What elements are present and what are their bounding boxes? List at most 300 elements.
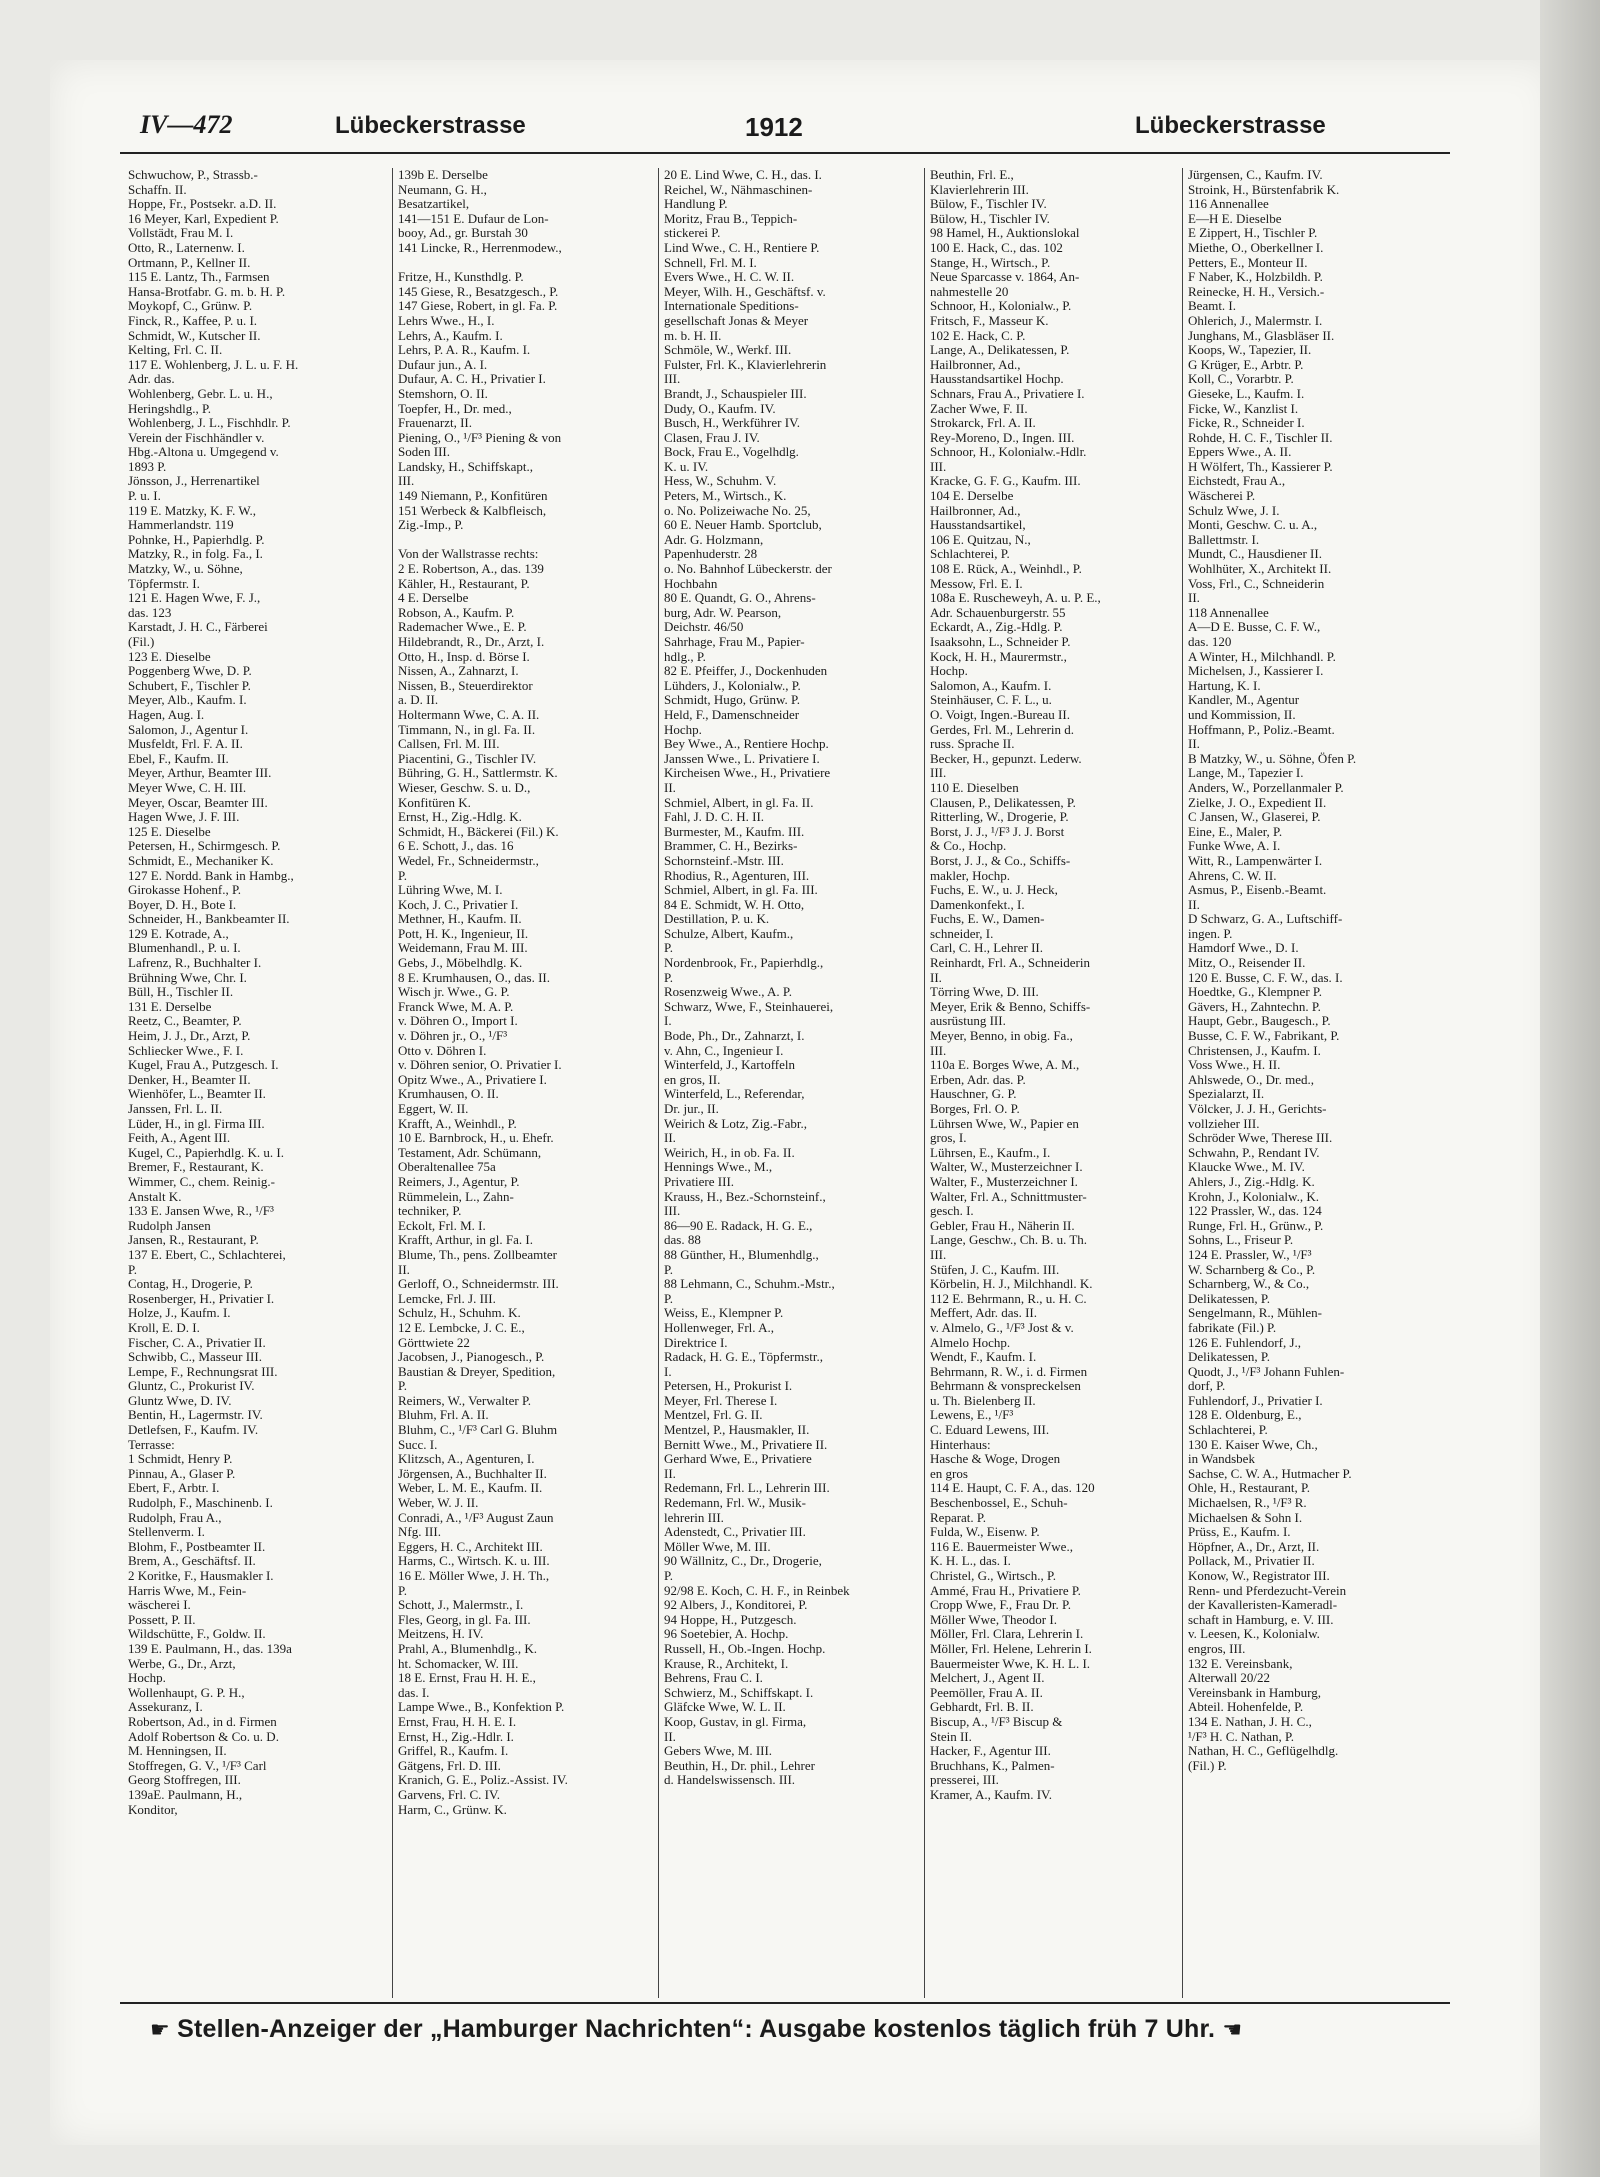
- directory-entry: Gieseke, L., Kaufm. I.: [1188, 386, 1305, 401]
- directory-entry: Lührsen, E., Kaufm., I.: [930, 1145, 1051, 1160]
- directory-entry: Fritze, H., Kunsthdlg. P.: [398, 270, 524, 285]
- directory-entry: Krafft, A., Weinhdl., P.: [398, 1116, 517, 1131]
- directory-entry: Jörgensen, A., Buchhalter II.: [398, 1466, 547, 1481]
- directory-entry: m. b. H. II.: [664, 328, 722, 343]
- directory-entry: Mentzel, P., Hausmakler, II.: [664, 1423, 810, 1438]
- directory-entry: Voss, Frl., C., Schneiderin: [1188, 576, 1325, 591]
- directory-entry: Fuchs, E. W., Damen-: [930, 912, 1045, 927]
- directory-entry: Schmidt, Hugo, Grünw. P.: [664, 693, 801, 708]
- directory-entry: v. Döhren jr., O., ¹/F³: [398, 1029, 508, 1044]
- directory-entry: Evers Wwe., H. C. W. II.: [664, 270, 795, 285]
- directory-entry: Brammer, C. H., Bezirks-: [664, 839, 798, 854]
- directory-entry: Verein der Fischhändler v.: [128, 430, 265, 445]
- directory-entry: A—D E. Busse, C. F. W.,: [1188, 620, 1321, 635]
- directory-entry: Harris Wwe, M., Fein-: [128, 1583, 247, 1598]
- directory-entry: Schwierz, M., Schiffskapt. I.: [664, 1685, 814, 1700]
- directory-entry: Rudolph Jansen: [128, 1218, 211, 1233]
- directory-entry: Delikatessen, P.: [1188, 1350, 1270, 1365]
- directory-entry: Busch, H., Werkführer IV.: [664, 416, 801, 431]
- directory-column-2: [398, 168, 650, 1988]
- directory-entry: Scharnberg, W., & Co.,: [1188, 1277, 1310, 1292]
- directory-entry: Krafft, Arthur, in gl. Fa. I.: [398, 1233, 533, 1248]
- directory-entry: 88 Günther, H., Blumenhdlg.,: [664, 1247, 819, 1262]
- directory-entry: Petersen, H., Prokurist I.: [664, 1379, 793, 1394]
- directory-entry: Dudy, O., Kaufm. IV.: [664, 401, 776, 416]
- directory-entry: II.: [664, 1729, 676, 1744]
- footer-advertisement: [150, 2015, 1450, 2049]
- directory-entry: Lehrs Wwe., H., I.: [398, 313, 495, 328]
- directory-entry: 141 Lincke, R., Herrenmodew.,: [398, 240, 562, 255]
- directory-entry: Zielke, J. O., Expedient II.: [1188, 795, 1327, 810]
- directory-entry: Hbg.-Altona u. Umgegend v.: [128, 445, 279, 460]
- directory-entry: Ballettmstr. I.: [1188, 532, 1260, 547]
- directory-entry: Hailbronner, Ad.,: [930, 357, 1021, 372]
- directory-entry: Hochbahn: [664, 576, 718, 591]
- directory-entry: K. H. L., das. I.: [930, 1554, 1011, 1569]
- directory-entry: Destillation, P. u. K.: [664, 912, 770, 927]
- directory-entry: Wienhöfer, L., Beamter II.: [128, 1087, 266, 1102]
- directory-entry: Rey-Moreno, D., Ingen. III.: [930, 430, 1075, 445]
- directory-entry: Schwuchow, P., Strassb.-: [128, 168, 258, 182]
- directory-entry: 120 E. Busse, C. F. W., das. I.: [1188, 970, 1343, 985]
- directory-entry: 16 Meyer, Karl, Expedient P.: [128, 211, 279, 226]
- directory-entry: Cropp Wwe, F., Frau Dr. P.: [930, 1598, 1072, 1613]
- directory-entry: gesch. I.: [930, 1204, 974, 1219]
- directory-entry: II.: [664, 1466, 676, 1481]
- directory-entry: d. Handelswissensch. III.: [664, 1773, 796, 1788]
- directory-entry: Adenstedt, C., Privatier III.: [664, 1525, 806, 1540]
- directory-entry: das. I.: [398, 1685, 430, 1700]
- directory-entry: Meyer, Benno, in obig. Fa.,: [930, 1029, 1073, 1044]
- directory-entry: Poggenberg Wwe, D. P.: [128, 664, 252, 679]
- directory-entry: Büll, H., Tischler II.: [128, 985, 234, 1000]
- directory-entry: Töpfermstr. I.: [128, 576, 200, 591]
- directory-entry: 139aE. Paulmann, H.,: [128, 1787, 243, 1802]
- directory-entry: Timmann, N., in gl. Fa. II.: [398, 722, 536, 737]
- directory-entry: Stoffregen, G. V., ¹/F³ Carl: [128, 1758, 267, 1773]
- directory-entry: 118 Annenallee: [1188, 605, 1269, 620]
- directory-entry: Schornsteinf.-Mstr. III.: [664, 853, 784, 868]
- directory-entry: Stellenverm. I.: [128, 1525, 205, 1540]
- directory-entry: II.: [1188, 897, 1200, 912]
- directory-entry: 110a E. Borges Wwe, A. M.,: [930, 1058, 1080, 1073]
- directory-entry: III.: [930, 766, 947, 781]
- directory-entry: Hinterhaus:: [930, 1437, 991, 1452]
- directory-entry: G Krüger, E., Arbtr. P.: [1188, 357, 1304, 372]
- directory-entry: Otto, R., Laternenw. I.: [128, 240, 245, 255]
- directory-entry: Garvens, Frl. C. IV.: [398, 1787, 500, 1802]
- directory-entry: Griffel, R., Kaufm. I.: [398, 1744, 509, 1759]
- directory-entry: Krauss, H., Bez.-Schornsteinf.,: [664, 1189, 826, 1204]
- directory-entry: A Winter, H., Milchhandl. P.: [1188, 649, 1336, 664]
- directory-entry: 82 E. Pfeiffer, J., Dockenhuden: [664, 664, 828, 679]
- directory-entry: Meyer Wwe, C. H. III.: [128, 780, 247, 795]
- directory-entry: 130 E. Kaiser Wwe, Ch.,: [1188, 1437, 1318, 1452]
- directory-entry: Koop, Gustav, in gl. Firma,: [664, 1714, 807, 1729]
- directory-entry: Privatiere III.: [664, 1174, 735, 1189]
- directory-entry: Radack, H. G. E., Töpfermstr.,: [664, 1350, 823, 1365]
- directory-entry: Borst, J. J., ¹/F³ J. J. Borst: [930, 824, 1065, 839]
- directory-entry: F Naber, K., Holzbildh. P.: [1188, 270, 1323, 285]
- directory-entry: Messow, Frl. E. I.: [930, 576, 1023, 591]
- directory-entry: Eine, E., Maler, P.: [1188, 824, 1283, 839]
- directory-entry: o. No. Bahnhof Lübeckerstr. der: [664, 562, 832, 577]
- directory-entry: Hausstandsartikel Hochp.: [930, 372, 1064, 387]
- directory-entry: Pinnau, A., Glaser P.: [128, 1466, 236, 1481]
- directory-entry: Hollenweger, Frl. A.,: [664, 1320, 774, 1335]
- directory-entry: Eckolt, Frl. M. I.: [398, 1218, 486, 1233]
- directory-entry: Harms, C., Wirtsch. K. u. III.: [398, 1554, 550, 1569]
- directory-entry: 6 E. Schott, J., das. 16: [398, 839, 514, 854]
- directory-entry: Bruchhans, K., Palmen-: [930, 1758, 1055, 1773]
- directory-entry: v. Döhren senior, O. Privatier I.: [398, 1058, 562, 1073]
- directory-entry: 133 E. Jansen Wwe, R., ¹/F³: [128, 1204, 274, 1219]
- directory-entry: Reparat. P.: [930, 1510, 986, 1525]
- directory-column-1: [128, 168, 380, 1988]
- directory-entry: Höpfner, A., Dr., Arzt, II.: [1188, 1539, 1320, 1554]
- directory-entry: Piacentini, G., Tischler IV.: [398, 751, 537, 766]
- directory-entry: Bühring, G. H., Sattlermstr. K.: [398, 766, 558, 781]
- directory-entry: Voss Wwe., H. II.: [1188, 1058, 1281, 1073]
- directory-entry: Biscup, A., ¹/F³ Biscup &: [930, 1714, 1063, 1729]
- directory-entry: Ficke, W., Kanzlist I.: [1188, 401, 1299, 416]
- directory-entry: 132 E. Vereinsbank,: [1188, 1656, 1293, 1671]
- pointing-hand-right-icon: ☛: [150, 2017, 170, 2042]
- directory-entry: Gluntz, C., Prokurist IV.: [128, 1379, 255, 1394]
- directory-entry: 2 E. Robertson, A., das. 139: [398, 562, 544, 577]
- directory-entry: W. Scharnberg & Co., P.: [1188, 1262, 1316, 1277]
- directory-entry: 88 Lehmann, C., Schuhm.-Mstr.,: [664, 1277, 835, 1292]
- directory-entry: Franck Wwe, M. A. P.: [398, 999, 514, 1014]
- directory-entry: II.: [1188, 737, 1200, 752]
- directory-entry: P.: [398, 868, 408, 883]
- directory-entry: in Wandsbek: [1188, 1452, 1255, 1467]
- directory-entry: 124 E. Prassler, W., ¹/F³: [1188, 1247, 1312, 1262]
- directory-entry: 127 E. Nordd. Bank in Hambg.,: [128, 868, 294, 883]
- directory-entry: Rademacher Wwe., E. P.: [398, 620, 527, 635]
- directory-entry: Janssen, Frl. L. II.: [128, 1102, 223, 1116]
- directory-entry: Damenkonfekt., I.: [930, 897, 1025, 912]
- directory-entry: Schott, J., Malermstr., I.: [398, 1598, 524, 1613]
- directory-entry: P.: [664, 941, 674, 956]
- directory-entry: Ernst, H., Zig.-Hdlr. I.: [398, 1729, 514, 1744]
- directory-entry: Delikatessen, P.: [1188, 1291, 1270, 1306]
- directory-entry: Nathan, H. C., Geflügelhdlg.: [1188, 1744, 1339, 1759]
- directory-entry: Kranich, G. E., Poliz.-Assist. IV.: [398, 1773, 568, 1788]
- directory-entry: 80 E. Quandt, G. O., Ahrens-: [664, 591, 816, 606]
- directory-entry: Hoppe, Fr., Postsekr. a.D. II.: [128, 197, 277, 212]
- directory-entry: Wäscherei P.: [1188, 489, 1256, 504]
- directory-entry: Vollstädt, Frau M. I.: [128, 226, 234, 241]
- directory-entry: Konditor,: [128, 1802, 178, 1817]
- directory-entry: Schnoor, H., Kolonialw.-Hdlr.: [930, 445, 1087, 460]
- directory-entry: Otto, H., Insp. d. Börse I.: [398, 649, 530, 664]
- directory-entry: Wollenhaupt, G. P. H.,: [128, 1685, 245, 1700]
- directory-entry: u. Th. Bielenberg II.: [930, 1393, 1036, 1408]
- directory-entry: Mentzel, Frl. G. II.: [664, 1408, 763, 1423]
- directory-entry: 1 Schmidt, Henry P.: [128, 1452, 233, 1467]
- directory-column-4: [930, 168, 1182, 1988]
- directory-entry: Kelting, Frl. C. II.: [128, 343, 223, 358]
- directory-entry: Reetz, C., Beamter, P.: [128, 1014, 242, 1029]
- directory-entry: Held, F., Damenschneider: [664, 707, 800, 722]
- header-rule: [120, 152, 1450, 154]
- pointing-hand-left-icon: ☚: [1222, 2017, 1243, 2042]
- directory-entry: Harm, C., Grünw. K.: [398, 1802, 507, 1817]
- directory-entry: Kroll, E. D. I.: [128, 1320, 200, 1335]
- street-name-right: Lübeckerstrasse: [1135, 112, 1326, 139]
- directory-entry: Mundt, C., Hausdiener II.: [1188, 547, 1322, 562]
- directory-entry: Eichstedt, Frau A.,: [1188, 474, 1286, 489]
- directory-entry: 104 E. Derselbe: [930, 489, 1014, 504]
- directory-entry: en gros: [930, 1466, 968, 1481]
- directory-entry: 116 Annenallee: [1188, 197, 1269, 212]
- directory-entry: III.: [398, 474, 415, 489]
- directory-entry: Beuthin, Frl. E.,: [930, 168, 1014, 182]
- directory-entry: 110 E. Dieselben: [930, 780, 1019, 795]
- directory-entry: Salomon, A., Kaufm. I.: [930, 678, 1052, 693]
- directory-entry: Hildebrandt, R., Dr., Arzt, I.: [398, 635, 545, 649]
- directory-entry: Meitzens, H. IV.: [398, 1627, 484, 1642]
- directory-entry: vollzieher III.: [1188, 1116, 1260, 1131]
- directory-entry: Oberaltenallee 75a: [398, 1160, 496, 1175]
- directory-entry: Matzky, W., u. Söhne,: [128, 562, 243, 577]
- directory-entry: (Fil.) P.: [1188, 1758, 1227, 1773]
- directory-entry: Sahrhage, Frau M., Papier-: [664, 635, 805, 649]
- directory-entry: Gebers Wwe, M. III.: [664, 1744, 773, 1759]
- directory-entry: Neumann, G. H.,: [398, 182, 487, 197]
- directory-entry: der Kavalleristen-Kameradl-: [1188, 1598, 1338, 1613]
- directory-entry: Koch, J. C., Privatier I.: [398, 897, 519, 912]
- directory-entry: Jansen, R., Restaurant, P.: [128, 1233, 259, 1248]
- directory-entry: Witt, R., Lampenwärter I.: [1188, 853, 1323, 868]
- directory-entry: Walter, Frl. A., Schnittmuster-: [930, 1189, 1087, 1204]
- directory-entry: Redemann, Frl. W., Musik-: [664, 1496, 806, 1511]
- directory-entry: Lafrenz, R., Buchhalter I.: [128, 956, 262, 971]
- directory-entry: Meffert, Adr. das. II.: [930, 1306, 1037, 1321]
- directory-entry: Lange, M., Tapezier I.: [1188, 766, 1304, 781]
- directory-entry: Schmidt, W., Kutscher II.: [128, 328, 261, 343]
- directory-entry: Beschenbossel, E., Schuh-: [930, 1496, 1068, 1511]
- directory-entry: Ahrens, C. W. II.: [1188, 868, 1277, 883]
- directory-entry: Weber, L. M. E., Kaufm. II.: [398, 1481, 543, 1496]
- directory-entry: 92/98 E. Koch, C. H. F., in Reinbek: [664, 1583, 850, 1598]
- directory-entry: Blumenhandl., P. u. I.: [128, 941, 241, 956]
- directory-entry: Rudolph, F., Maschinenb. I.: [128, 1496, 273, 1511]
- directory-entry: 137 E. Ebert, C., Schlachterei,: [128, 1247, 286, 1262]
- directory-entry: Klavierlehrerin III.: [930, 182, 1029, 197]
- directory-entry: Gerhard Wwe, E., Privatiere: [664, 1452, 812, 1467]
- directory-entry: III.: [930, 459, 947, 474]
- footer-rule: [120, 2002, 1450, 2004]
- directory-entry: Nfg. III.: [398, 1525, 441, 1540]
- directory-entry: Wohlenberg, J. L., Fischhdlr. P.: [128, 416, 291, 431]
- directory-entry: 149 Niemann, P., Konfitüren: [398, 489, 548, 504]
- directory-entry: Frauenarzt, II.: [398, 416, 472, 431]
- directory-entry: Möller Wwe, M. III.: [664, 1539, 771, 1554]
- directory-entry: Clausen, P., Delikatessen, P.: [930, 795, 1076, 810]
- directory-entry: 129 E. Kotrade, A.,: [128, 926, 229, 941]
- directory-entry: Mitz, O., Reisender II.: [1188, 956, 1306, 971]
- directory-entry: Landsky, H., Schiffskapt.,: [398, 459, 534, 474]
- directory-entry: Wildschütte, F., Goldw. II.: [128, 1627, 266, 1642]
- directory-entry: Ammé, Frau H., Privatiere P.: [930, 1583, 1081, 1598]
- directory-entry: 125 E. Dieselbe: [128, 824, 211, 839]
- directory-entry: Testament, Adr. Schümann,: [398, 1145, 542, 1160]
- directory-entry: Abteil. Hohenfelde, P.: [1188, 1700, 1304, 1715]
- directory-entry: Winterfeld, J., Kartoffeln: [664, 1058, 795, 1073]
- directory-entry: Bauermeister Wwe, K. H. L. I.: [930, 1656, 1091, 1671]
- directory-entry: Schmidt, H., Bäckerei (Fil.) K.: [398, 824, 559, 839]
- directory-entry: Fischer, C. A., Privatier II.: [128, 1335, 266, 1350]
- directory-column-5: [1188, 168, 1440, 1988]
- directory-entry: Schnoor, H., Kolonialw., P.: [930, 299, 1072, 314]
- directory-entry: Pohnke, H., Papierhdlg. P.: [128, 532, 265, 547]
- directory-entry: Ritterling, W., Drogerie, P.: [930, 810, 1069, 825]
- directory-entry: 16 E. Möller Wwe, J. H. Th.,: [398, 1569, 550, 1583]
- directory-entry: Konfitüren K.: [398, 795, 471, 810]
- directory-entry: O. Voigt, Ingen.-Bureau II.: [930, 707, 1070, 722]
- directory-entry: D Schwarz, G. A., Luftschiff-: [1188, 912, 1343, 927]
- directory-entry: Bernitt Wwe., M., Privatiere II.: [664, 1437, 828, 1452]
- directory-entry: Gerloff, O., Schneidermstr. III.: [398, 1277, 559, 1292]
- directory-entry: techniker, P.: [398, 1204, 462, 1219]
- directory-entry: Rohde, H. C. F., Tischler II.: [1188, 430, 1333, 445]
- directory-entry: II.: [664, 780, 676, 795]
- directory-entry: Fulster, Frl. K., Klavierlehrerin: [664, 357, 827, 372]
- directory-entry: (Fil.): [128, 635, 155, 649]
- directory-entry: Haupt, Gebr., Baugesch., P.: [1188, 1014, 1331, 1029]
- directory-entry: Detlefsen, F., Kaufm. IV.: [128, 1423, 259, 1438]
- directory-entry: Fulda, W., Eisenw. P.: [930, 1525, 1040, 1540]
- directory-entry: Lange, A., Delikatessen, P.: [930, 343, 1070, 358]
- directory-entry: Fuhlendorf, J., Privatier I.: [1188, 1393, 1323, 1408]
- directory-entry: Gebhardt, Frl. B. II.: [930, 1700, 1034, 1715]
- directory-entry: Dufaur, A. C. H., Privatier I.: [398, 372, 546, 387]
- directory-entry: 96 Soetebier, A. Hochp.: [664, 1627, 789, 1642]
- directory-entry: Schlachterei, P.: [1188, 1423, 1268, 1438]
- directory-entry: Rudolph, Frau A.,: [128, 1510, 222, 1525]
- directory-entry: Asmus, P., Eisenb.-Beamt.: [1188, 883, 1327, 898]
- directory-entry: 147 Giese, Robert, in gl. Fa. P.: [398, 299, 558, 314]
- directory-entry: Schmidt, E., Mechaniker K.: [128, 853, 274, 868]
- directory-entry: Koll, C., Vorarbtr. P.: [1188, 372, 1294, 387]
- directory-entry: Denker, H., Beamter II.: [128, 1072, 251, 1087]
- directory-entry: 2 Koritke, F., Hausmakler I.: [128, 1569, 274, 1583]
- directory-entry: III.: [664, 1204, 681, 1219]
- directory-entry: C. Eduard Lewens, III.: [930, 1423, 1050, 1438]
- directory-entry: 86—90 E. Radack, H. G. E.,: [664, 1218, 813, 1233]
- page-edge-shadow: [1540, 0, 1600, 2177]
- directory-entry: Gebs, J., Möbelhdlg. K.: [398, 956, 523, 971]
- directory-entry: Eppers Wwe., A. II.: [1188, 445, 1292, 460]
- directory-entry: Ahlswede, O., Dr. med.,: [1188, 1072, 1315, 1087]
- directory-entry: Michaelsen & Sohn I.: [1188, 1510, 1303, 1525]
- directory-entry: 115 E. Lantz, Th., Farmsen: [128, 270, 270, 285]
- directory-entry: Eggers, H. C., Architekt III.: [398, 1539, 543, 1554]
- directory-entry: Fritsch, F., Masseur K.: [930, 313, 1049, 328]
- directory-entry: Hochp.: [128, 1671, 166, 1686]
- directory-entry: Heim, J. J., Dr., Arzt, P.: [128, 1029, 251, 1044]
- directory-entry: 131 E. Derselbe: [128, 999, 212, 1014]
- column-divider: [658, 168, 659, 1998]
- column-divider: [924, 168, 925, 1998]
- directory-entry: Toepfer, H., Dr. med.,: [398, 401, 512, 416]
- directory-entry: 112 E. Behrmann, R., u. H. C.: [930, 1291, 1087, 1306]
- directory-entry: Lühring Wwe, M. I.: [398, 883, 503, 898]
- directory-entry: ¹/F³ H. C. Nathan, P.: [1188, 1729, 1295, 1744]
- directory-entry: Brühning Wwe, Chr. I.: [128, 970, 247, 985]
- directory-entry: 134 E. Nathan, J. H. C.,: [1188, 1714, 1312, 1729]
- directory-entry: 121 E. Hagen Wwe, F. J.,: [128, 591, 261, 606]
- directory-entry: Weirich & Lotz, Zig.-Fabr.,: [664, 1116, 807, 1131]
- directory-entry: lehrerin III.: [664, 1510, 724, 1525]
- directory-entry: Rosenzweig Wwe., A. P.: [664, 985, 792, 1000]
- directory-entry: Salomon, J., Agentur I.: [128, 722, 249, 737]
- directory-entry: Schubert, F., Tischler P.: [128, 678, 251, 693]
- directory-entry: 92 Albers, J., Konditorei, P.: [664, 1598, 808, 1613]
- directory-entry: Brem, A., Geschäftsf. II.: [128, 1554, 256, 1569]
- directory-entry: Dufaur jun., A. I.: [398, 357, 488, 372]
- directory-entry: 123 E. Dieselbe: [128, 649, 211, 664]
- directory-entry: Gebler, Frau H., Näherin II.: [930, 1218, 1075, 1233]
- directory-entry: stickerei P.: [664, 226, 721, 241]
- directory-entry: Holze, J., Kaufm. I.: [128, 1306, 231, 1321]
- directory-entry: Hailbronner, Ad.,: [930, 503, 1021, 518]
- directory-entry: und Kommission, II.: [1188, 707, 1296, 722]
- directory-entry: Robson, A., Kaufm. P.: [398, 605, 515, 620]
- directory-entry: 84 E. Schmidt, W. H. Otto,: [664, 897, 805, 912]
- directory-entry: Pollack, M., Privatier II.: [1188, 1554, 1315, 1569]
- directory-entry: Gläfcke Wwe, W. L. II.: [664, 1700, 786, 1715]
- directory-entry: makler, Hochp.: [930, 868, 1010, 883]
- directory-entry: Sohns, L., Friseur P.: [1188, 1233, 1294, 1248]
- directory-entry: Petters, E., Monteur II.: [1188, 255, 1308, 270]
- directory-entry: Soden III.: [398, 445, 450, 460]
- directory-entry: Lewens, E., ¹/F³: [930, 1408, 1014, 1423]
- directory-entry: Fahl, J. D. C. H. II.: [664, 810, 765, 825]
- directory-entry: 108 E. Rück, A., Weinhdl., P.: [930, 562, 1082, 577]
- directory-entry: Peemöller, Frau A. II.: [930, 1685, 1043, 1700]
- directory-entry: Feith, A., Agent III.: [128, 1131, 231, 1146]
- directory-entry: Miethe, O., Oberkellner I.: [1188, 240, 1324, 255]
- directory-entry: Brandt, J., Schauspieler III.: [664, 386, 807, 401]
- directory-entry: Ohle, H., Restaurant, P.: [1188, 1481, 1311, 1496]
- directory-entry: [398, 256, 650, 271]
- directory-entry: wäscherei I.: [128, 1598, 191, 1613]
- directory-entry: 12 E. Lembcke, J. C. E.,: [398, 1320, 525, 1335]
- directory-entry: Blohm, F., Postbeamter II.: [128, 1539, 266, 1554]
- directory-entry: o. No. Polizeiwache No. 25,: [664, 503, 811, 518]
- directory-entry: Anstalt K.: [128, 1189, 182, 1204]
- directory-entry: Möller, Frl. Helene, Lehrerin I.: [930, 1641, 1092, 1656]
- directory-entry: Beuthin, H., Dr. phil., Lehrer: [664, 1758, 815, 1773]
- directory-entry: Adolf Robertson & Co. u. D.: [128, 1729, 279, 1744]
- directory-entry: Körbelin, H. J., Milchhandl. K.: [930, 1277, 1093, 1292]
- directory-entry: Bentin, H., Lagermstr. IV.: [128, 1408, 263, 1423]
- directory-entry: I.: [664, 1014, 672, 1029]
- directory-entry: P.: [398, 1379, 408, 1394]
- directory-entry: Schnars, Frau A., Privatiere I.: [930, 386, 1085, 401]
- directory-entry: gesellschaft Jonas & Meyer: [664, 313, 809, 328]
- directory-entry: Gätgens, Frl. D. III.: [398, 1758, 501, 1773]
- directory-entry: Behrmann & vonspreckelsen: [930, 1379, 1081, 1394]
- directory-entry: Schmiel, Albert, in gl. Fa. III.: [664, 883, 818, 898]
- directory-entry: Bülow, H., Tischler IV.: [930, 211, 1050, 226]
- directory-entry: 151 Werbeck & Kalbfleisch,: [398, 503, 547, 518]
- directory-entry: P.: [398, 1583, 408, 1598]
- directory-entry: 20 E. Lind Wwe, C. H., das. I.: [664, 168, 822, 182]
